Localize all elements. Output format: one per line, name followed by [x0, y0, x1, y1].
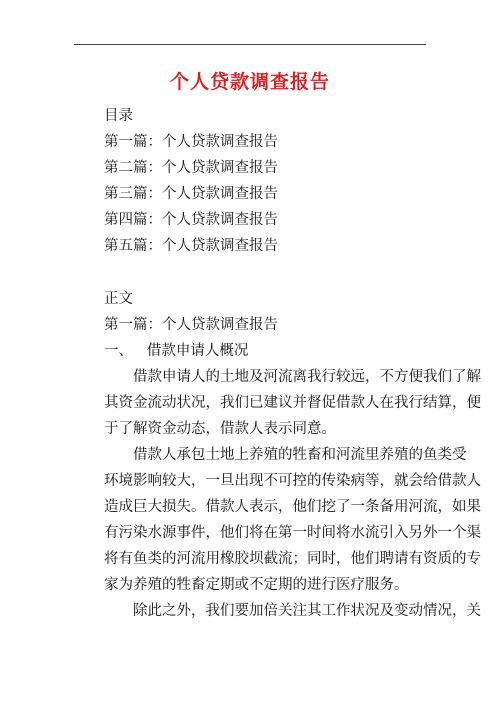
paragraph-line: 环境影响较大，一旦出现不可控的传染病等，就会给借款人	[104, 473, 481, 489]
paragraph-line: 造成巨大损失。借款人表示，他们挖了一条备用河流，如果	[104, 499, 481, 515]
document-title: 个人贷款调查报告	[169, 71, 330, 93]
paragraph-line: 其资金流动状况，我们已建议并督促借款人在我行结算，便	[104, 395, 481, 411]
paragraph-line: 家为养殖的牲畜定期或不定期的进行医疗服务。	[104, 577, 409, 593]
paragraph-line: 将有鱼类的河流用橡胶坝截流；同时，他们聘请有资质的专	[104, 551, 481, 567]
paragraph-line: 借款申请人的土地及河流离我行较远，不方便我们了解	[133, 369, 481, 385]
paragraph-2	[104, 442, 481, 598]
paragraph-3	[104, 598, 481, 624]
section-title: 一、 借款申请人概况	[104, 343, 249, 359]
top-divider	[74, 44, 426, 45]
toc-item-1: 第一篇：个人贷款调查报告	[104, 134, 278, 150]
body-heading: 正文	[104, 291, 133, 307]
toc-item-3: 第三篇：个人贷款调查报告	[104, 186, 278, 202]
paragraph-line: 除此之外，我们要加倍关注其工作状况及变动情况，关	[133, 603, 481, 619]
toc-item-5: 第五篇：个人贷款调查报告	[104, 238, 278, 254]
paragraph-1	[104, 364, 481, 442]
paragraph-line: 于了解资金动态，借款人表示同意。	[104, 421, 336, 437]
paragraph-line: 借款人承包土地上养殖的牲畜和河流里养殖的鱼类受	[133, 447, 467, 463]
toc-heading: 目录	[104, 108, 133, 124]
chapter-title: 第一篇：个人贷款调查报告	[104, 317, 278, 333]
toc-item-4: 第四篇：个人贷款调查报告	[104, 212, 278, 228]
toc-item-2: 第二篇：个人贷款调查报告	[104, 160, 278, 176]
paragraph-line: 有污染水源事件，他们将在第一时间将水流引入另外一个渠	[104, 525, 481, 541]
